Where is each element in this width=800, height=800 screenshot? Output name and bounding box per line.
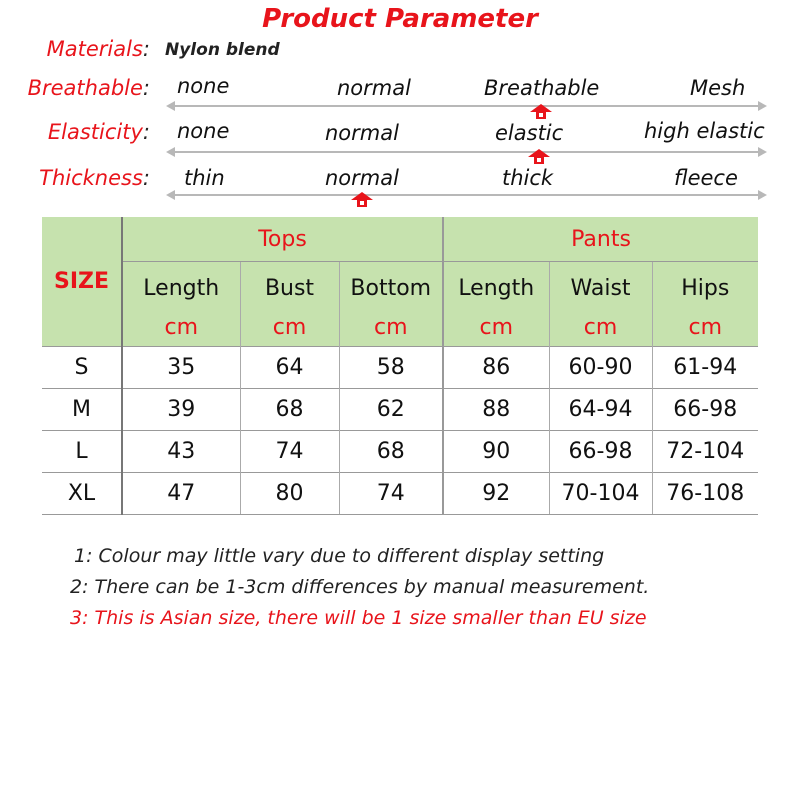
table-cell: 74: [240, 431, 339, 473]
breathable-selected-marker-icon: [530, 104, 552, 120]
unit-label: cm: [122, 308, 240, 347]
size-label: L: [42, 431, 122, 473]
elasticity-option-normal: normal: [325, 121, 399, 145]
column-header-bust: Bust: [240, 262, 339, 309]
size-chart-table: [42, 217, 758, 515]
thickness-selected-marker-icon: [351, 192, 373, 208]
table-cell: 58: [339, 347, 443, 389]
table-cell: 70-104: [549, 473, 652, 515]
note-1: 1: Colour may little vary due to different display setting: [74, 545, 605, 567]
table-cell: 39: [122, 389, 240, 431]
pants-group-header: Pants: [443, 217, 758, 262]
unit-label: cm: [549, 308, 652, 347]
note-3: 3: This is Asian size, there will be 1 size smaller than EU size: [70, 607, 647, 629]
elasticity-option-elastic: elastic: [495, 121, 564, 145]
table-cell: 92: [443, 473, 549, 515]
column-header-waist: Waist: [549, 262, 652, 309]
table-row: [42, 389, 758, 431]
table-row: [42, 347, 758, 389]
thickness-scale-line: [172, 194, 758, 196]
column-header-bottom: Bottom: [339, 262, 443, 309]
table-cell: 76-108: [652, 473, 758, 515]
table-cell: 66-98: [549, 431, 652, 473]
size-label: XL: [42, 473, 122, 515]
table-cell: 43: [122, 431, 240, 473]
table-row: [42, 473, 758, 515]
elasticity-option-high-elastic: high elastic: [644, 119, 765, 143]
elasticity-scale-line: [172, 151, 758, 153]
table-cell: 47: [122, 473, 240, 515]
table-cell: 72-104: [652, 431, 758, 473]
column-header-pants-length: Length: [443, 262, 549, 309]
table-cell: 88: [443, 389, 549, 431]
elasticity-option-none: none: [177, 119, 230, 143]
size-column-header: SIZE: [42, 217, 122, 347]
column-header-tops-length: Length: [122, 262, 240, 309]
elasticity-arrow-right: [758, 147, 767, 157]
table-cell: 86: [443, 347, 549, 389]
unit-label: cm: [443, 308, 549, 347]
thickness-option-normal: normal: [325, 166, 399, 190]
thickness-option-fleece: fleece: [674, 166, 738, 190]
thickness-label: Thickness:: [39, 166, 150, 190]
note-2: 2: There can be 1-3cm differences by manual measurement.: [70, 576, 650, 598]
table-cell: 60-90: [549, 347, 652, 389]
column-header-hips: Hips: [681, 275, 730, 301]
table-cell: 61-94: [652, 347, 758, 389]
unit-label: cm: [688, 314, 723, 340]
table-cell: 35: [122, 347, 240, 389]
thickness-option-thick: thick: [502, 166, 554, 190]
table-cell: 68: [240, 389, 339, 431]
unit-label: cm: [339, 308, 443, 347]
tops-group-header: Tops: [122, 217, 443, 262]
breathable-option-normal: normal: [337, 76, 411, 100]
table-cell: 80: [240, 473, 339, 515]
breathable-option-none: none: [177, 74, 230, 98]
elasticity-label: Elasticity:: [47, 120, 150, 144]
table-cell: 90: [443, 431, 549, 473]
thickness-arrow-right: [758, 190, 767, 200]
unit-label: cm: [240, 308, 339, 347]
breathable-scale-line: [172, 105, 758, 107]
thickness-option-thin: thin: [184, 166, 225, 190]
breathable-option-mesh: Mesh: [690, 76, 746, 100]
table-row: [42, 431, 758, 473]
size-label: S: [42, 347, 122, 389]
table-cell: 62: [339, 389, 443, 431]
table-cell: 74: [339, 473, 443, 515]
table-cell: 68: [339, 431, 443, 473]
breathable-label: Breathable:: [27, 76, 150, 100]
table-cell: 64: [240, 347, 339, 389]
materials-label: Materials:: [46, 37, 150, 61]
size-label: M: [42, 389, 122, 431]
page-title: Product Parameter: [262, 4, 538, 34]
elasticity-selected-marker-icon: [528, 149, 550, 165]
breathable-option-breathable: Breathable: [484, 76, 600, 100]
table-cell: 66-98: [652, 389, 758, 431]
table-cell: 64-94: [549, 389, 652, 431]
materials-value: Nylon blend: [165, 40, 280, 60]
breathable-arrow-right: [758, 101, 767, 111]
